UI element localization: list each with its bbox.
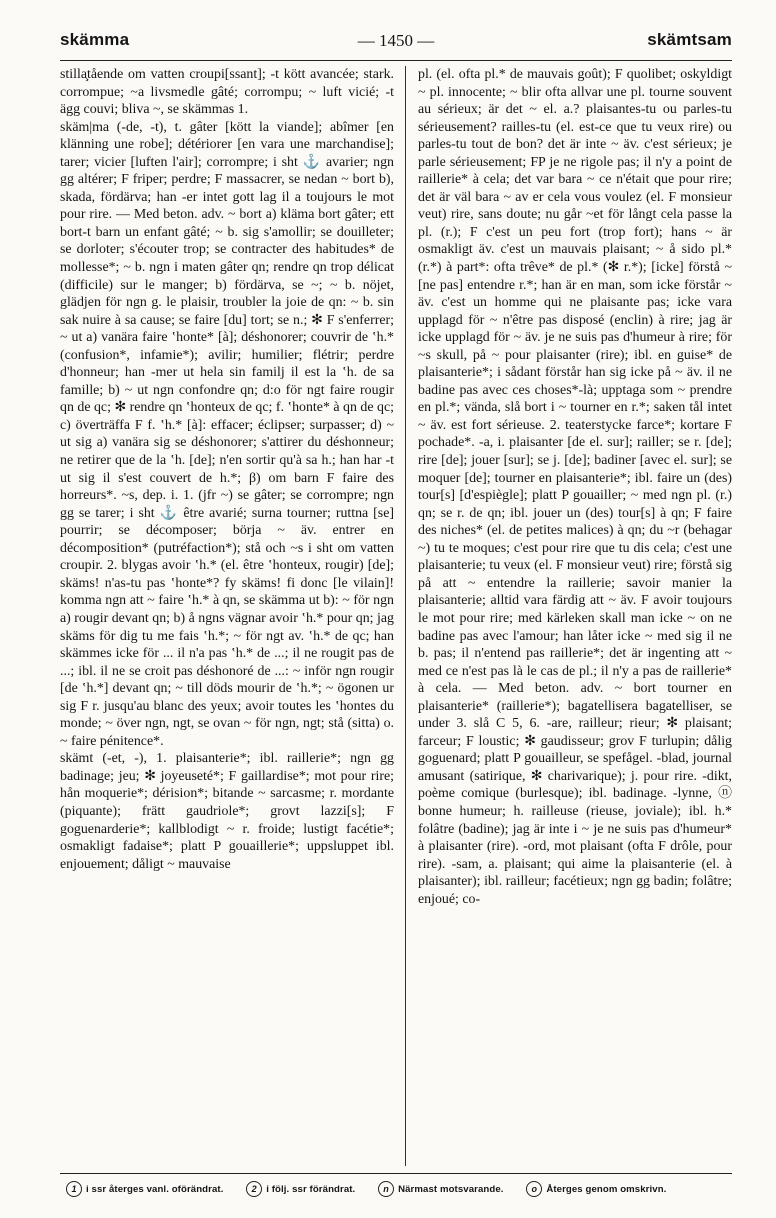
circled-symbol: n <box>378 1181 394 1197</box>
symbol-legend <box>66 1181 732 1197</box>
circled-symbol: 1 <box>66 1181 82 1197</box>
circled-symbol: o <box>526 1181 542 1197</box>
circled-symbol: 2 <box>246 1181 262 1197</box>
entry-skämmad-continuation: stilla̧tående om vatten croupi[ssant]; -t kött avancée; stark. corrompue; ~a livsmedle gâté; corrompu; ~ luft vicié; -t ägg couvi; bliva ~, se skämmas 1. <box>60 67 394 118</box>
legend-text: i ssr återges vanl. oförändrat. <box>86 1184 224 1195</box>
legend-text: Återges genom omskrivn. <box>546 1184 667 1195</box>
right-column <box>418 66 732 908</box>
page-number: — 1450 — <box>357 31 435 50</box>
legend-text: Närmast motsvarande. <box>398 1184 504 1195</box>
legend-item <box>246 1181 355 1197</box>
right-running-headword: skämtsam <box>647 30 732 49</box>
left-column <box>60 66 394 873</box>
page-header <box>60 30 732 58</box>
entry-skämt: skämt (-et, -), 1. plaisanterie*; ibl. raillerie*; ngn gg badinage; jeu; ✻ joyeuseté*; F gaillardise*; mot pour rire; hån moquerie*; dérision*; bitande ~ sarcasme; r. mordante (piquante); frätt gaudriole*; grovt lazzi[s]; F goguenarderie*; kallblodigt ~ r. froide; lustigt facétie*; osmakligt fadaise*; platt P gouaillerie*; uppsluppet ibl. enjouement; dåligt ~ mauvaise <box>60 751 394 872</box>
left-running-headword: skämma <box>60 30 130 49</box>
legend-item <box>526 1181 666 1197</box>
column-divider <box>405 66 406 1166</box>
entry-skämma: skäm|ma (-de, -t), t. gâter [kött la viande]; abîmer [en klänning une robe]; détériorer [en vara une marchandise]; tarer; vicier [luften l'air]; corrompre; i sht ⚓ avarier; ngn gg altérer; F friper; perdre; F massacrer, se nedan ~ bort b), skada, fördärva; han -er intet gott lag il a toujours le mot pour rire. — Med beton. adv. ~ bort a) kläma bort gâter; ett bort-t barn un enfant gâté; ~ b. sig s'amollir; se douilleter; se dorloter; s'écouter trop; se contracter des habitudes* de mollesse*; ~ b. ngn i maten gâter qn; rendre qn trop délicat (difficile) sur le manger; b) fördärva, se ~; ~ b. nöjet, glädjen för ngn g. le plaisir, troubler la joie de qn: ~ b. sin sak nuire à sa cause; se faire [du] tort; se n.; ✻ F s'enferrer; ~ ut a) vanära faire ʽhonte* [à]; déshonorer; couvrir de ʽh.* (confusion*, infamie*); avilir; humilier; flétrir; perdre d'honneur; han -mer ut hela sin familj il est la ʽh. de sa famille; b) ~ ut ngn confondre qn; d:o för ngt faire rougir qn de qc; ✻ rendre qn ʽhonteux de qc; f. ʽhonte* à qn de qc; c) överträffa F f. ʽh.* [à]: effacer; éclipser; surpasser; d) ~ ut sig a) vanära sig se déshonorer; s'attirer du déshonneur; ne retirer que de la ʽh. [de]; n'en sortir qu'à sa h.; han har -t ut sig il s'est couvert de h.*; β) om barn F faire des horreurs*. ~s, dep. i. 1. (jfr ~) se gâter; se corrompre; ngn gg se tarer; i sht ⚓ être avarié; surna tourner; ruttna [se] pourrir; se décomposer; börja ~ äv. entrer en décomposition* (putréfaction*); stå och ~s i sht om vatten croupir. 2. blygas avoir ʽh.* (el. être ʽhonteux, rougir) [de]; skäms! n'as-tu pas ʽhonte*? fy skäms! fi donc [le vilain]! komma ngn att ~ faire ʽh.* à qn, se skämma ut b): ~ för ngn a) rougir devant qn; b) å ngns vägnar avoir ʽh.* pour qn; jag skäms för dig tu me fais ʽh.*; ~ för ngt av. ʽh.* de qc; han skämmes icke för ... il n'a pas ʽh.* de ...; il ne rougit pas de ...; ibl. il ne se croit pas déshonoré de ...: ~ inför ngn rougir [de ʽh.*] devant qn; ~ till döds mourir de ʽh.*; ~ ögonen ur sig F r. jusqu'au blanc des yeux; avoir toutes les ʽhontes du monde; ~ över ngn, ngt, se ovan ~ för ngn, ngt; stå (sitta) o. ~ faire pénitence*. <box>60 119 394 749</box>
legend-item <box>378 1181 503 1197</box>
entry-skämt-continuation: pl. (el. ofta pl.* de mauvais goût); F quolibet; oskyldigt ~ pl. innocente; ~ blir ofta allvar une pl. tourne souvent au sérieux; är det ~ el. a.? plaisantes-tu ou parles-tu sérieusement? railles-tu (el. est-ce que tu veux rire) ou parles-tu tout de bon? det är inte ~ äv. c'est sérieux; je parle sérieusement; FP je ne rigole pas; il n'y a point de raillerie* à cela; det var bara ~ ce n'était que pour rire; det är väl bara ~ av er cela vous voulez (el. F monsieur veut) rire, sans doute; nu går ~et för långt cela passe la pl. (r.); F c'est un peu fort (trop fort); hans ~ är osmakligt äv. c'est un mauvais plaisant; ~ å sido pl.* (r.*) à part*: ofta trêve* de pl.* (✻ r.*); [icke] förstå ~ [ne pas] entendre r.*; han är en man, som icke förstår ~ äv. c'est un homme qui ne plaisante pas; icke vara upplagd för ~ n'être pas disposé (enclin) à rire; jag är icke upplagd för ~ äv. je ne suis pas d'humeur à rire; för ~s skull, på ~ pour plaisanter (rire); ibl. en guise* de plaisanterie*; i sådant förstår han sig icke på ~ äv. il ne badine pas avec ces choses*-là; upptaga som ~ prendre en pl.*; vända, slå bort i ~ tourner en r.*; saken tål intet ~ äv. est fort sérieuse. 2. teaterstycke farce*; kortare F pochade*. -a, i. plaisanter [de el. sur]; railler; se r. [de]; rire [de]; jouer [sur]; se j. [de]; badiner [avec el. sur]; se moquer [de]; tourner en plaisanterie*; ibl. faire un (des) tour[s] [d'espiègle]; platt P gouailler; ~ med ngn pl. (r.) qn; se r. de qn; ibl. jouer un (des) tour[s] à qn; F faire des niches* (el. de petites malices) à qn; du ~r (behagar ~) tu te moques; c'est pour rire que tu dis cela; c'est une plaisanterie; tu veux (el. F monsieur veut) rire; förstå sig på att ~ entendre la raillerie; savoir manier la plaisanterie; alltid vara färdig att ~ äv. F avoir toujours le mot pour rire; med kärleken skall man icke ~ on ne badine pas avec l'amour; han låter icke ~ med sig il ne b. pas; il n'entend pas raillerie*; det är ingenting att ~ med ce n'est pas là le cas de pl.; il n'y a pas de raillerie* à cela. — Med beton. adv. ~ bort tourner en plaisanterie* (raillerie*); bagatellisera bagatelliser, se under 3. slå C 5, 6. -are, railleur; rieur; ✻ plaisant; farceur; F loustic; ✻ gaudisseur; grov F turlupin; dålig goguenard; platt P gouailleur, se spefågel. -blad, journal amusant (satirique, ✻ charivarique); j. pour rire. -dikt, poème comique (burlesque); ibl. badinage. -lynne, ⓝ bonne humeur; h. railleuse (rieuse, joviale); ibl. h.* folâtre (badine); jag är inte i ~ je ne suis pas d'humeur* à plaisanter (rire). -ord, mot plaisant (ofta F drôle, pour rire). -sam, a. plaisant; qui aime la plaisanterie (el. à plaisanter); ibl. railleur; facétieux; ngn gg badin; folâtre; enjoué; co- <box>418 67 732 907</box>
footer-rule <box>60 1173 732 1174</box>
legend-item <box>66 1181 223 1197</box>
header-rule <box>60 60 732 61</box>
legend-text: i följ. ssr förändrat. <box>266 1184 356 1195</box>
